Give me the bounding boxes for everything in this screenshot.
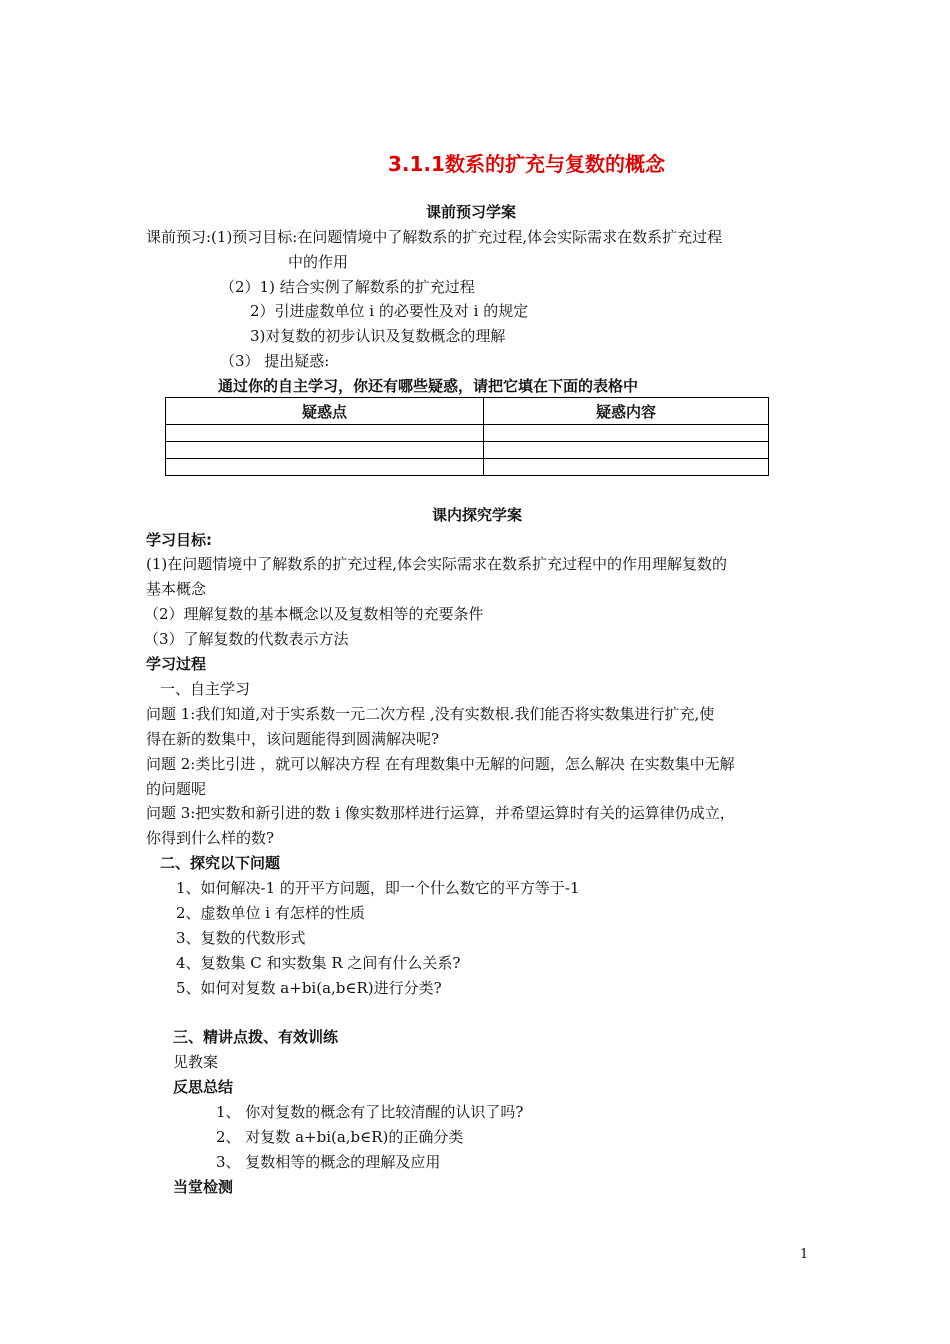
doc-title: 3.1.1数系的扩充与复数的概念	[388, 152, 665, 176]
question-2a: 问题 2:类比引进 ，就可以解决方程 在有理数集中无解的问题，怎么解决 在实数集中无解	[146, 755, 735, 773]
question-3b: 你得到什么样的数?	[146, 829, 275, 847]
explore-item: 2、虚数单位 i 有怎样的性质	[176, 904, 365, 922]
goals-title: 学习目标:	[146, 531, 212, 549]
doubt-table-row	[166, 425, 769, 442]
pre-line-2: （2）1) 结合实例了解数系的扩充过程	[220, 278, 475, 296]
test-title: 当堂检测	[173, 1178, 234, 1196]
question-3a: 问题 3:把实数和新引进的数 i 像实数那样进行运算，并希望运算时有关的运算律仍成立，	[146, 804, 735, 822]
explore-item: 5、如何对复数 a+bi(a,b∈R)进行分类?	[176, 979, 442, 997]
doubt-table-row	[166, 459, 769, 476]
pre-line-4: 3)对复数的初步认识及复数概念的理解	[250, 327, 506, 345]
doubt-table-cell[interactable]	[166, 459, 484, 476]
page-number: 1	[800, 1247, 809, 1262]
explore-title: 二、探究以下问题	[160, 854, 281, 872]
pre-line-5: （3） 提出疑惑:	[220, 352, 330, 370]
question-1b: 得在新的数集中，该问题能得到圆满解决呢?	[146, 730, 440, 748]
goal-2: （2）理解复数的基本概念以及复数相等的充要条件	[144, 605, 484, 623]
reflect-item: 1、 你对复数的概念有了比较清醒的认识了吗?	[216, 1103, 524, 1121]
doubt-table-cell[interactable]	[166, 425, 484, 442]
train-title: 三、精讲点拨、有效训练	[173, 1028, 339, 1046]
doubt-table	[165, 397, 769, 476]
pre-heading: 课前预习学案	[426, 203, 517, 221]
goal-3: （3）了解复数的代数表示方法	[144, 630, 349, 648]
question-2b: 的问题呢	[146, 780, 207, 798]
goal-1b: 基本概念	[146, 580, 207, 598]
reflect-item: 2、 对复数 a+bi(a,b∈R)的正确分类	[216, 1128, 464, 1146]
question-1a: 问题 1:我们知道,对于实系数一元二次方程 ,没有实数根.我们能否将实数集进行扩充,使	[146, 705, 715, 723]
inclass-heading: 课内探究学案	[432, 506, 523, 524]
process-title: 学习过程	[146, 655, 207, 673]
train-text: 见教案	[173, 1053, 219, 1071]
doubt-table-cell[interactable]	[166, 442, 484, 459]
doubt-table-cell[interactable]	[484, 459, 769, 476]
pre-line-1: 课前预习:(1)预习目标:在问题情境中了解数系的扩充过程,体会实际需求在数系扩充过程	[146, 228, 723, 246]
doubt-table-header-row	[166, 398, 769, 425]
self-study-title: 一、自主学习	[160, 680, 251, 698]
doubt-table-header-point: 疑惑点	[166, 398, 484, 425]
goal-1a: (1)在问题情境中了解数系的扩充过程,体会实际需求在数系扩充过程中的作用理解复数的	[146, 555, 728, 573]
pre-line-1b: 中的作用	[288, 253, 349, 271]
reflect-item: 3、 复数相等的概念的理解及应用	[216, 1153, 441, 1171]
explore-item: 3、复数的代数形式	[176, 929, 306, 947]
pre-line-3: 2）引进虚数单位 i 的必要性及对 i 的规定	[250, 302, 529, 320]
doubt-table-cell[interactable]	[484, 425, 769, 442]
reflect-title: 反思总结	[173, 1078, 234, 1096]
doubt-table-cell[interactable]	[484, 442, 769, 459]
doubt-table-header-content: 疑惑内容	[484, 398, 769, 425]
explore-item: 1、如何解决-1 的开平方问题，即一个什么数它的平方等于-1	[176, 879, 580, 897]
doubt-table-row	[166, 442, 769, 459]
explore-item: 4、复数集 C 和实数集 R 之间有什么关系?	[176, 954, 461, 972]
pre-prompt: 通过你的自主学习，你还有哪些疑惑，请把它填在下面的表格中	[218, 377, 639, 395]
